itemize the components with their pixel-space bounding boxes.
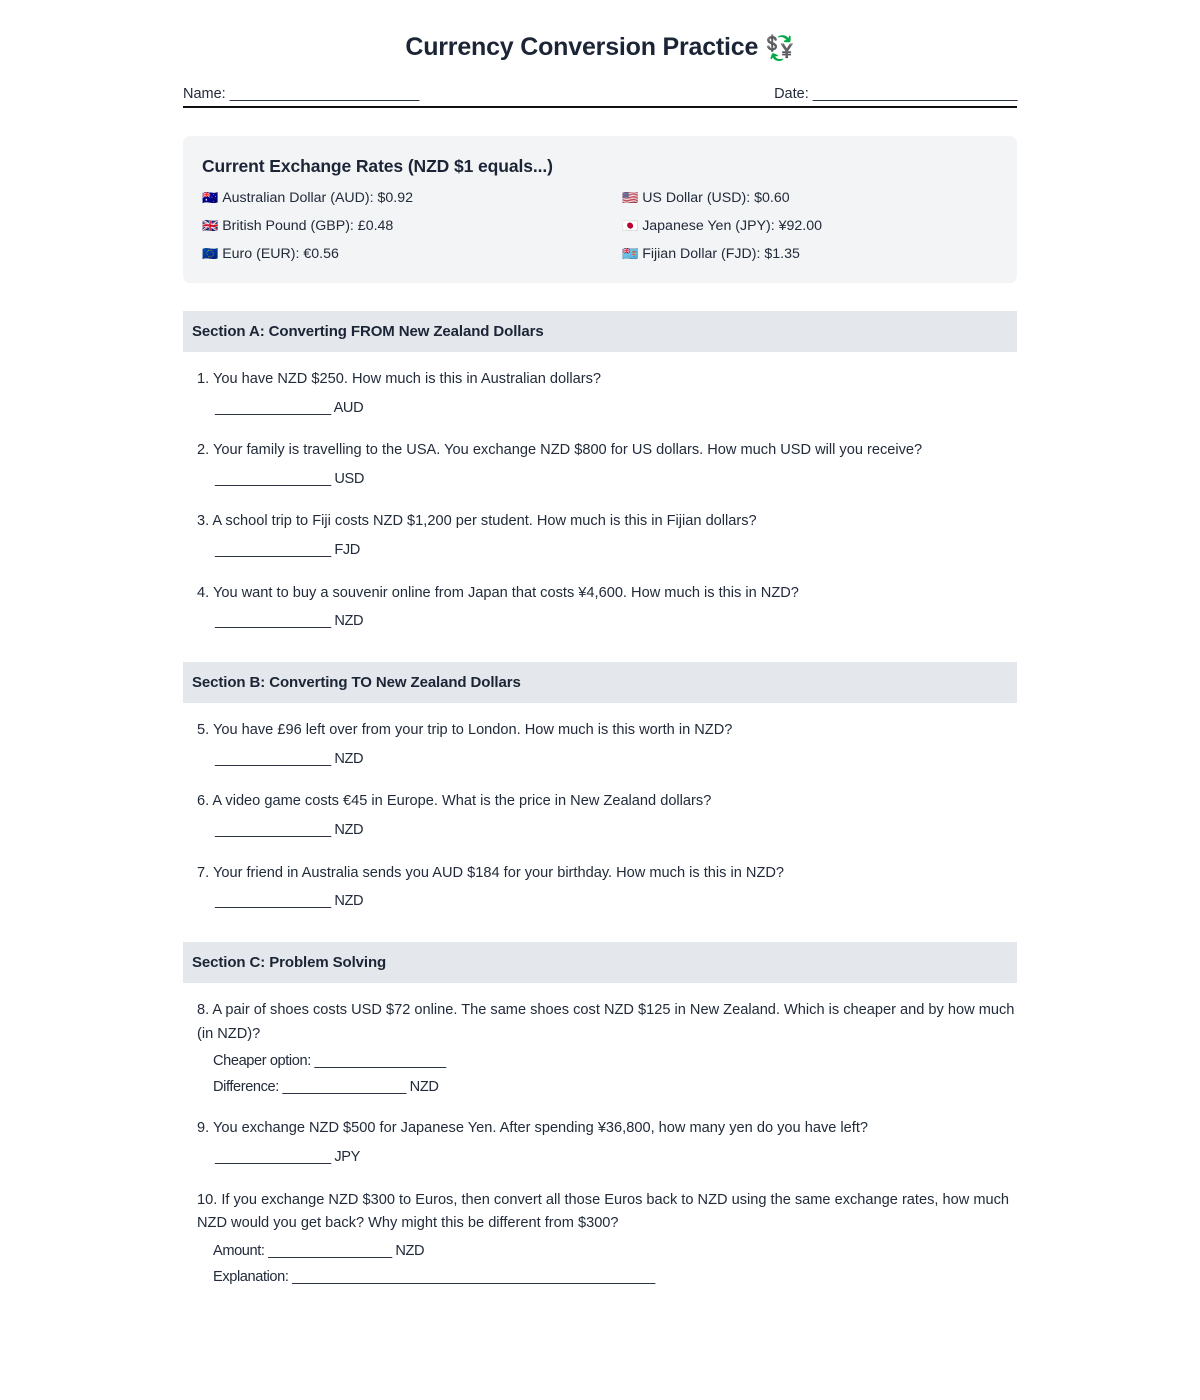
rate-item-jpy [622,218,997,235]
question-7-answer-line[interactable]: _______________ NZD [215,893,364,910]
rate-item-eur [202,246,622,263]
rate-label-jpy: Japanese Yen (JPY): ¥92.00 [642,217,823,234]
date-label: Date: [774,85,809,102]
question-3-answer-line[interactable]: _______________ FJD [215,542,360,559]
question-5-text: 5. You have £96 left over from your trip to London. How much is this worth in NZD? [197,722,733,739]
question-6 [183,790,1017,842]
question-8-text: 8. A pair of shoes costs USD $72 online. The same shoes cost NZD $125 in New Zealand. Which is cheaper and by how much (in NZD)? [197,1001,1015,1042]
name-field[interactable] [183,86,419,102]
section-a-questions [183,352,1017,634]
section-b-questions [183,703,1017,914]
rate-label-eur: Euro (EUR): €0.56 [222,245,339,262]
question-6-answer-line[interactable]: _______________ NZD [215,821,364,838]
date-blank-line[interactable]: ___________________________ [812,85,1017,102]
question-7-text: 7. Your friend in Australia sends you AUD $184 for your birthday. How much is this in NZD? [197,864,785,881]
rate-label-aud: Australian Dollar (AUD): $0.92 [222,189,414,206]
rate-item-aud [202,190,622,207]
rate-item-usd [622,190,997,207]
currency-exchange-icon: 💱 [764,35,795,62]
question-6-text: 6. A video game costs €45 in Europe. What is the price in New Zealand dollars? [197,793,712,810]
name-blank-line[interactable]: _________________________ [229,85,419,102]
exchange-rates-heading: Current Exchange Rates (NZD $1 equals...) [202,155,553,176]
section-c-questions [183,983,1017,1289]
section-header-b: Section B: Converting TO New Zealand Dollars [183,662,1017,703]
question-9-answer-line[interactable]: _______________ JPY [215,1149,360,1166]
question-4-text: 4. You want to buy a souvenir online from Japan that costs ¥4,600. How much is this in NZD? [197,584,799,601]
question-8-cheaper-option-line[interactable]: Cheaper option: _________________ [213,1053,446,1070]
question-3 [183,510,1017,562]
rate-item-fjd [622,246,997,263]
name-label: Name: [183,85,226,102]
question-9-text: 9. You exchange NZD $500 for Japanese Yen. After spending ¥36,800, how many yen do you have left? [197,1120,868,1137]
question-1 [183,368,1017,420]
question-5 [183,719,1017,771]
question-1-text: 1. You have NZD $250. How much is this in Australian dollars? [197,370,601,387]
rate-label-fjd: Fijian Dollar (FJD): $1.35 [642,245,800,262]
exchange-rates-grid [202,190,997,263]
flag-european-union-icon: 🇪🇺 [202,245,219,261]
rate-label-usd: US Dollar (USD): $0.60 [642,189,790,206]
question-4 [183,582,1017,634]
rate-item-gbp [202,218,622,235]
question-10-amount-line[interactable]: Amount: ________________ NZD [213,1243,425,1260]
question-10 [183,1189,1017,1289]
question-3-text: 3. A school trip to Fiji costs NZD $1,200 per student. How much is this in Fijian dollars? [197,513,757,530]
question-8 [183,999,1017,1099]
question-2 [183,439,1017,491]
date-field[interactable] [774,86,1017,102]
question-5-answer-line[interactable]: _______________ NZD [215,750,364,767]
flag-australia-icon: 🇦🇺 [202,189,219,205]
question-7 [183,862,1017,914]
flag-fiji-icon: 🇫🇯 [622,245,639,261]
exchange-rates-box [183,136,1017,283]
page-title [0,0,1200,64]
header-divider [183,106,1017,108]
section-header-c: Section C: Problem Solving [183,942,1017,983]
rate-label-gbp: British Pound (GBP): £0.48 [222,217,394,234]
question-10-text: 10. If you exchange NZD $300 to Euros, then convert all those Euros back to NZD using the same exchange rates, how much NZD would you get back? Why might this be different from $300? [197,1191,1010,1232]
question-1-answer-line[interactable]: _______________ AUD [215,399,364,416]
question-10-explanation-line[interactable]: Explanation: _______________________________________________ [213,1269,655,1286]
flag-united-kingdom-icon: 🇬🇧 [202,217,219,233]
name-date-row [183,86,1017,102]
question-8-difference-line[interactable]: Difference: ________________ NZD [213,1079,439,1096]
flag-japan-icon: 🇯🇵 [622,217,639,233]
question-2-answer-line[interactable]: _______________ USD [215,470,365,487]
section-header-a: Section A: Converting FROM New Zealand Dollars [183,311,1017,352]
question-2-text: 2. Your family is travelling to the USA. You exchange NZD $800 for US dollars. How much USD will you receive? [197,442,923,459]
page-title-text: Currency Conversion Practice [405,33,759,61]
question-4-answer-line[interactable]: _______________ NZD [215,613,364,630]
question-9 [183,1117,1017,1169]
flag-united-states-icon: 🇺🇸 [622,189,639,205]
